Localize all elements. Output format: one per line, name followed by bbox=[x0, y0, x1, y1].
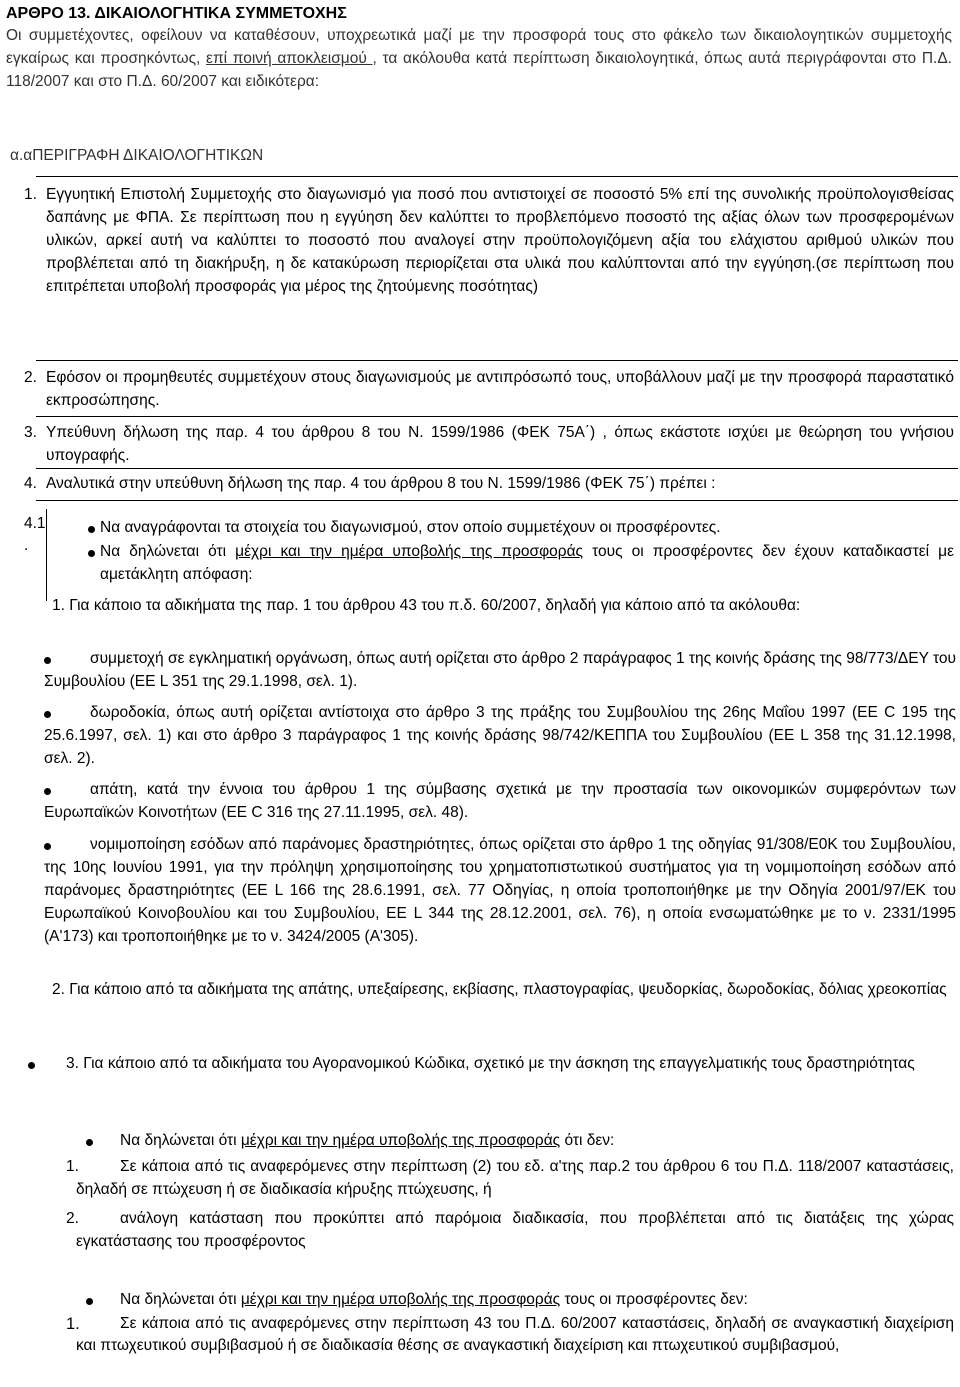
numbered-marker: 2. bbox=[66, 1210, 79, 1227]
item-number: 2. bbox=[24, 369, 37, 386]
declaration-part: Να δηλώνεται ότι bbox=[120, 1291, 241, 1308]
subsection-number: 4.1 bbox=[24, 515, 46, 532]
bullet-text-part: τους οι προσφέροντες δεν έχουν καταδικαστεί με αμετάκλητη απόφαση: bbox=[100, 543, 955, 583]
table-rule bbox=[36, 416, 958, 417]
declaration-part: ότι δεν: bbox=[560, 1132, 615, 1149]
intro-text-2: , τα ακόλουθα κατά περίπτωση δικαιολογητικά, όπως αυτά περιγράφονται στο Π.Δ. 118/2007 και στο Π.Δ. 60/2007 και ειδικότερα: bbox=[6, 50, 952, 90]
declaration-text bbox=[120, 1129, 954, 1152]
intro-underlined: επί ποινή αποκλεισμού bbox=[206, 50, 373, 67]
bullet-text-part: Να δηλώνεται ότι bbox=[100, 543, 236, 560]
bullet-text bbox=[100, 540, 954, 586]
numbered-marker: 1. bbox=[66, 1315, 80, 1333]
point-text: 1. Για κάποιο τα αδικήματα της παρ. 1 του άρθρου 43 του π.δ. 60/2007, δηλαδή για κάποιο από τα ακόλουθα: bbox=[52, 597, 801, 614]
item-number: 4. bbox=[24, 475, 37, 492]
table-rule bbox=[36, 176, 958, 177]
bullet-text: Να αναγράφονται τα στοιχεία του διαγωνισμού, στον οποίο συμμετέχουν οι προσφέροντες. bbox=[100, 519, 721, 536]
point-text: 2. Για κάποιο από τα αδικήματα της απάτης, υπεξαίρεσης, εκβίασης, πλαστογραφίας, ψευδορκίας, δωροδοκίας, δόλιας χρεοκοπίας bbox=[52, 981, 947, 998]
intro-text-1: Οι συμμετέχοντες, οφείλουν να καταθέσουν, υποχρεωτικά μαζί με την προσφορά τους στο φάκελο των δικαιολογητικών συμμετοχής εγκαίρως και προσηκόντως, bbox=[6, 27, 952, 67]
table-rule bbox=[36, 500, 958, 501]
table-divider bbox=[46, 509, 47, 601]
item-number: 1. bbox=[24, 186, 37, 203]
item-text: Εγγυητική Επιστολή Συμμετοχής στο διαγωνισμό για ποσό που αντιστοιχεί σε ποσοστό 5% επί της συνολικής προϋπολογισθείσας δαπάνης με ΦΠΑ. Σε περίπτωση που η εγγύηση δεν καλύπτει το προβλεπόμενο ποσοστό της αξίας όλων των προσφερομένων υλικών, αρκεί αυτή να καλύπτει το ποσοστό που αναλογεί στην προϋπολογιζόμενη αξία του ελάχιστου αριθμού υλικών που προβλέπεται από τη διακήρυξη, η δε κατακύρωση περιορίζεται στα υλικά που καλύπτονται από την εγγύηση.(σε περίπτωση που επιτρέπεται υποβολή προσφοράς για μέρος της ζητούμενης ποσότητας) bbox=[46, 186, 954, 295]
item-number: 3. bbox=[24, 424, 37, 441]
numbered-text: Σε κάποια από τις αναφερόμενες στην περίπτωση 43 του Π.Δ. 60/2007 καταστάσεις, δηλαδή σε αναγκαστική διαχείριση και πτωχευτικού συμβιβασμού ή σε διαδικασία θέσης σε αναγκαστική διαχείριση και πτωχευτικού συμβιβασμού, bbox=[76, 1315, 954, 1354]
table-rule bbox=[36, 360, 958, 361]
item-text: Υπεύθυνη δήλωση της παρ. 4 του άρθρου 8 του Ν. 1599/1986 (ΦΕΚ 75Α΄) , όπως εκάστοτε ισχύει με θεώρηση του γνήσιου υπογραφής. bbox=[46, 424, 954, 464]
crime-item: συμμετοχή σε εγκληματική οργάνωση, όπως αυτή ορίζεται στο άρθρο 2 παράγραφος 1 της κοινής δράσης της 98/773/ΔΕΥ του Συμβουλίου (ΕΕ L 351 της 29.1.1998, σελ. 1). bbox=[44, 650, 956, 690]
numbered-marker: 1. bbox=[66, 1158, 79, 1175]
bullet-icon bbox=[88, 526, 95, 533]
crime-item: νομιμοποίηση εσόδων από παράνομες δραστηριότητες, όπως ορίζεται στο άρθρο 1 της οδηγίας 91/308/Ε0Κ του Συμβουλίου, της 10ης Ιουνίου 1991, για την πρόληψη χρησιμοποίησης του χρηματοπιστωτικού συστήματος για τη νομιμοποίηση εσόδων από παράνομες δραστηριότητες (ΕΕ L 166 της 28.6.1991, σελ. 77 Οδηγίας, η οποία τροποποιήθηκε με την Οδηγία 2001/97/ΕΚ του Ευρωπαϊκού Κοινοβουλίου και του Συμβουλίου, ΕΕ L 344 της 28.12.2001, σελ. 76), η οποία ενσωματώθηκε με το ν. 2331/1995 (Α'173) και τροποποιήθηκε με το ν. 3424/2005 (Α'305). bbox=[44, 836, 956, 945]
crime-item: δωροδοκία, όπως αυτή ορίζεται αντίστοιχα στο άρθρο 3 της πράξης του Συμβουλίου της 26ης Μαΐου 1997 (ΕΕ C 195 της 25.6.1997, σελ. 1) και στο άρθρο 3 παράγραφος 1 της κοινής δράσης 98/742/ΚΕΠΠΑ του Συμβουλίου (ΕΕ L 358 της 31.12.1998, σελ. 2). bbox=[44, 704, 956, 767]
numbered-text: Σε κάποια από τις αναφερόμενες στην περίπτωση (2) του εδ. α'της παρ.2 του άρθρου 6 του Π.Δ. 118/2007 καταστάσεις, δηλαδή σε πτώχευση ή σε διαδικασία κήρυξης πτώχευσης, ή bbox=[76, 1158, 954, 1198]
crime-item: απάτη, κατά την έννοια του άρθρου 1 της σύμβασης σχετικά με την προστασία των οικονομικών συμφερόντων των Ευρωπαϊκών Κοινοτήτων (ΕΕ C 316 της 27.11.1995, σελ. 48). bbox=[44, 781, 956, 821]
bullet-icon bbox=[28, 1062, 35, 1069]
bullet-icon bbox=[88, 550, 95, 557]
table-rule bbox=[36, 468, 958, 469]
section-heading: α.αΠΕΡΙΓΡΑΦΗ ΔΙΚΑΙΟΛΟΓΗΤΙΚΩΝ bbox=[10, 147, 264, 164]
declaration-part: Να δηλώνεται ότι bbox=[120, 1132, 241, 1149]
declaration-text bbox=[120, 1288, 954, 1311]
intro-paragraph bbox=[6, 24, 952, 93]
declaration-underlined: μέχρι και την ημέρα υποβολής της προσφοράς bbox=[240, 1132, 561, 1149]
subsection-number-dot: . bbox=[24, 537, 29, 554]
bullet-icon bbox=[86, 1139, 93, 1146]
item-text: Εφόσον οι προμηθευτές συμμετέχουν στους διαγωνισμούς με αντιπρόσωπό τους, υποβάλλουν μαζί με την προσφορά παραστατικό εκπροσώπησης. bbox=[46, 369, 954, 409]
declaration-underlined: μέχρι και την ημέρα υποβολής της προσφοράς bbox=[240, 1291, 561, 1308]
article-title: ΑΡΘΡΟ 13. ΔΙΚΑΙΟΛΟΓΗΤΙΚΑ ΣΥΜΜΕΤΟΧΗΣ bbox=[6, 5, 347, 22]
bullet-text-underlined: μέχρι και την ημέρα υποβολής της προσφοράς bbox=[235, 543, 584, 560]
bullet-icon bbox=[86, 1298, 93, 1305]
point-text: 3. Για κάποιο από τα αδικήματα του Αγορανομικού Κώδικα, σχετικό με την άσκηση της επαγγελματικής τους δραστηριότητας bbox=[66, 1055, 915, 1072]
item-text: Αναλυτικά στην υπεύθυνη δήλωση της παρ. 4 του άρθρου 8 του Ν. 1599/1986 (ΦΕΚ 75΄) πρέπει : bbox=[46, 475, 716, 492]
declaration-part: τους οι προσφέροντες δεν: bbox=[560, 1291, 748, 1308]
numbered-text: ανάλογη κατάσταση που προκύπτει από παρόμοια διαδικασία, που προβλέπεται από τις διατάξεις της χώρας εγκατάστασης του προσφέροντος bbox=[76, 1210, 954, 1250]
